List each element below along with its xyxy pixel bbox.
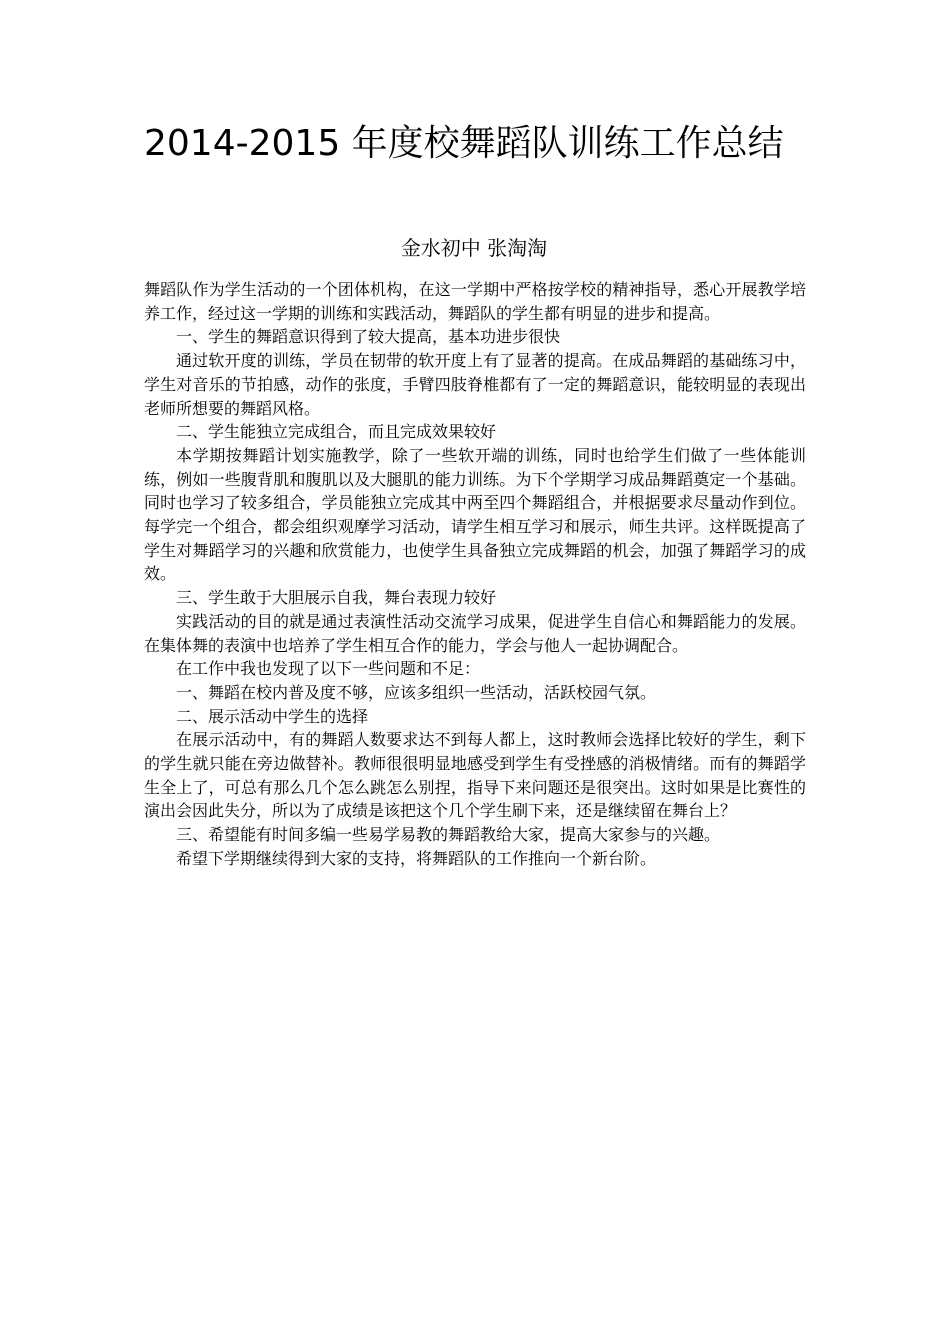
body-paragraph: 在工作中我也发现了以下一些问题和不足：	[176, 659, 481, 679]
document-author: 金水初中 张淘淘	[400, 236, 548, 260]
section-heading: 一、学生的舞蹈意识得到了较大提高，基本功进步很快	[176, 327, 561, 347]
issue-item: 三、希望能有时间多编一些易学易教的舞蹈教给大家，提高大家参与的兴趣。	[176, 825, 721, 845]
document-body	[144, 278, 806, 871]
body-paragraph: 本学期按舞蹈计划实施教学，除了一些软开端的训练，同时也给学生们做了一些体能训练，例如一些腹背肌和腹肌以及大腿肌的能力训练。为下个学期学习成品舞蹈奠定一个基础。同时也学习了较多组合，学员能独立完成其中两至四个舞蹈组合，并根据要求尽量动作到位。每学完一个组合，都会组织观摩学习活动，请学生相互学习和展示，师生共评。这样既提高了学生对舞蹈学习的兴趣和欣赏能力，也使学生具备独立完成舞蹈的机会，加强了舞蹈学习的成效。	[144, 445, 806, 584]
issue-item: 一、舞蹈在校内普及度不够，应该多组织一些活动，活跃校园气氛。	[176, 682, 657, 702]
document-title: 2014-2015 年度校舞蹈队训练工作总结	[144, 123, 784, 164]
body-paragraph: 实践活动的目的就是通过表演性活动交流学习成果，促进学生自信心和舞蹈能力的发展。在集体舞的表演中也培养了学生相互合作的能力，学会与他人一起协调配合。	[144, 611, 806, 655]
issue-item: 二、展示活动中学生的选择	[176, 706, 369, 726]
body-paragraph: 在展示活动中，有的舞蹈人数要求达不到每人都上，这时教师会选择比较好的学生，剩下的学生就只能在旁边做替补。教师很很明显地感受到学生有受挫感的消极情绪。而有的舞蹈学生全上了，可总有那么几个怎么跳怎么别捏，指导下来问题还是很突出。这时如果是比赛性的演出会因此失分，所以为了成绩是该把这个几个学生刷下来，还是继续留在舞台上？	[144, 730, 806, 821]
body-paragraph: 通过软开度的训练，学员在韧带的软开度上有了显著的提高。在成品舞蹈的基础练习中，学生对音乐的节拍感，动作的张度，手臂四肢脊椎都有了一定的舞蹈意识，能较明显的表现出老师所想要的舞蹈风格。	[144, 351, 806, 418]
closing-paragraph: 希望下学期继续得到大家的支持，将舞蹈队的工作推向一个新台阶。	[176, 848, 657, 868]
section-heading: 三、学生敢于大胆展示自我，舞台表现力较好	[176, 588, 497, 608]
body-paragraph: 舞蹈队作为学生活动的一个团体机构，在这一学期中严格按学校的精神指导，悉心开展教学培养工作，经过这一学期的训练和实践活动，舞蹈队的学生都有明显的进步和提高。	[144, 280, 806, 323]
section-heading: 二、学生能独立完成组合，而且完成效果较好	[176, 422, 497, 442]
